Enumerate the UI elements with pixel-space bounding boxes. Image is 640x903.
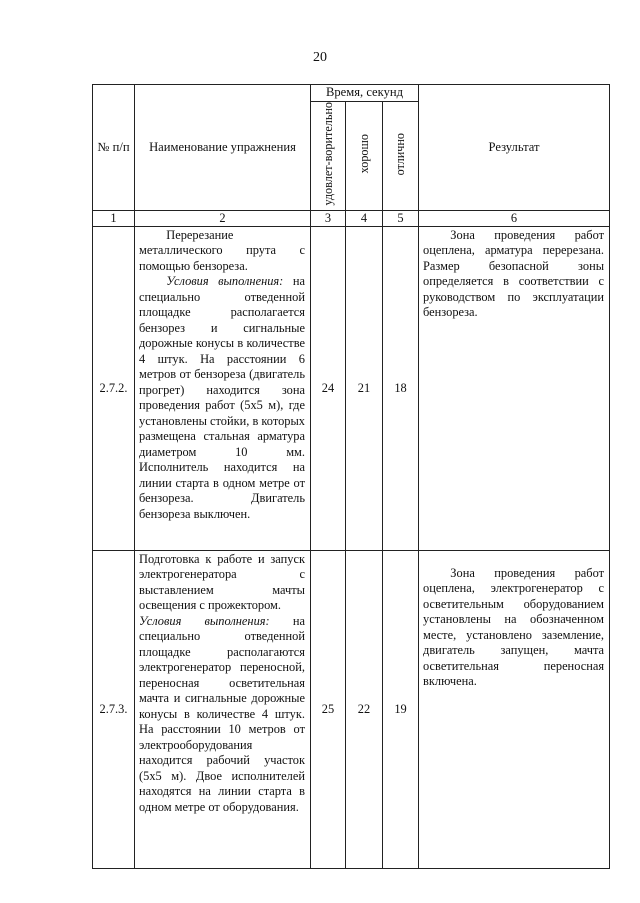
row-number: 2.7.3.: [93, 550, 135, 868]
conditions-text: на специально отведенной площадке располагается бензорез и сигнальные дорожные конусы в количестве 4 штук. На расстоянии 6 метров от бензореза (двигатель прогрет) находится зона проведения работ (5х5 м), где установлены стойки, в которых размещена стальная арматура диаметром 10 мм. Исполнитель находится на линии старта в одном метре от бензореза. Двигатель бензореза выключен.: [139, 274, 305, 521]
score-satisfactory: 24: [311, 226, 346, 550]
header-satisfactory: удовлет-ворительно: [320, 102, 335, 206]
score-good: 21: [346, 226, 383, 550]
column-number: 6: [419, 210, 610, 226]
header-name: Наименование упражнения: [135, 85, 311, 211]
score-satisfactory: 25: [311, 550, 346, 868]
header-row: [93, 85, 610, 102]
score-excellent: 19: [383, 550, 419, 868]
column-number: 2: [135, 210, 311, 226]
result-text: Зона проведения работ оцеплена, электрогенератор с осветительным оборудованием установлены на обозначенном месте, установлено заземление, двигатель запущен, мачта осветительная переносная включена.: [423, 565, 605, 689]
exercise-title: Подготовка к работе и запуск электрогенератора с выставлением мачты освещения с прожектором.: [139, 551, 305, 613]
conditions-label: Условия выполнения:: [166, 274, 284, 289]
column-number: 3: [311, 210, 346, 226]
result-text: Зона проведения работ оцеплена, арматура перерезана. Размер безопасной зоны определяется в соответствии с руководством по эксплуатации бензореза.: [423, 227, 605, 320]
page-number: 20: [313, 50, 327, 65]
exercise-description: [135, 550, 311, 868]
column-number-row: [93, 210, 610, 226]
table-row: [93, 226, 610, 550]
header-time-group: Время, секунд: [311, 85, 419, 102]
exercise-result: [419, 550, 610, 868]
conditions-label: Условия выполнения:: [139, 613, 270, 628]
column-number: 4: [346, 210, 383, 226]
row-number: 2.7.2.: [93, 226, 135, 550]
header-result: Результат: [419, 85, 610, 211]
score-good: 22: [346, 550, 383, 868]
column-number: 5: [383, 210, 419, 226]
header-excellent-cell: [383, 102, 419, 211]
header-num: № п/п: [93, 85, 135, 211]
header-satisfactory-cell: [311, 102, 346, 211]
exercise-title: Перерезание металлического прута с помощью бензореза.: [139, 227, 305, 273]
table-row: [93, 550, 610, 868]
exercise-description: [135, 226, 311, 550]
exercise-result: [419, 226, 610, 550]
exercise-table: [92, 84, 610, 869]
score-excellent: 18: [383, 226, 419, 550]
column-number: 1: [93, 210, 135, 226]
header-good: хорошо: [356, 134, 371, 174]
header-excellent: отлично: [393, 132, 408, 175]
conditions-text: на специально отведенной площадке располагаются электрогенератор переносной, переносная осветительная мачта и сигнальные дорожные конусы в количестве 4 штук. На расстоянии 10 метров от электрооборудования находится рабочий участок (5х5 м). Двое исполнителей находятся на линии старта в одном метре от оборудования.: [139, 613, 305, 814]
header-good-cell: [346, 102, 383, 211]
